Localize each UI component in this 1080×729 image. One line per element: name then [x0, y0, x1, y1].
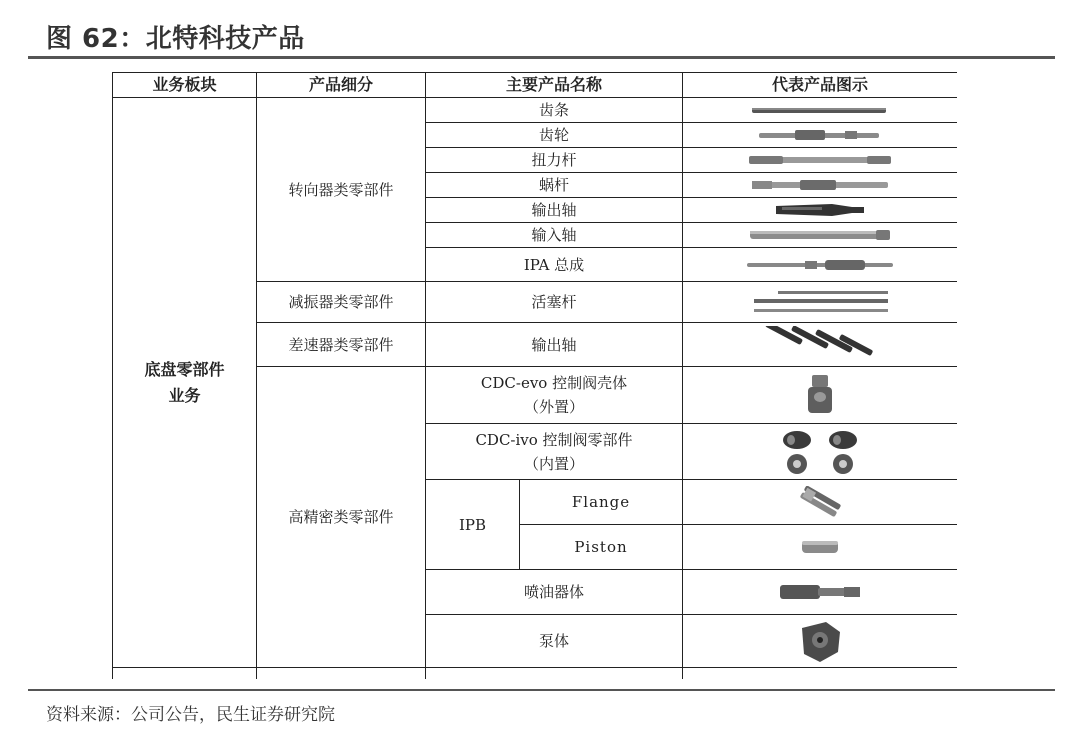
figure-title: 图 62：北特科技产品 — [46, 24, 305, 54]
valve-housing-image — [683, 367, 957, 424]
diff-output-shafts-image — [683, 323, 957, 367]
product-piston: Piston — [520, 525, 683, 570]
header-product-image: 代表产品图示 — [683, 73, 957, 98]
product-ipb: IPB — [426, 480, 520, 570]
product-diff-output-shaft: 输出轴 — [426, 323, 683, 367]
product-piston-rod: 活塞杆 — [426, 282, 683, 323]
group-differential: 差速器类零部件 — [257, 323, 426, 367]
piston-image — [683, 525, 957, 570]
business-segment-cell: 底盘零部件 业务 — [113, 98, 257, 668]
product-cdc-evo: CDC-evo 控制阀壳体 （外置） — [426, 367, 683, 424]
flange-image — [683, 480, 957, 525]
group-precision: 高精密类零部件 — [257, 367, 426, 668]
product-rack: 齿条 — [426, 98, 683, 123]
worm-image — [683, 173, 957, 198]
product-worm: 蜗杆 — [426, 173, 683, 198]
piston-rod-image — [683, 282, 957, 323]
valve-parts-image — [683, 424, 957, 480]
product-table-wrapper — [112, 72, 957, 679]
table-row-cutoff — [113, 668, 958, 680]
title-rule — [28, 56, 1055, 59]
product-table — [112, 72, 957, 679]
product-cdc-ivo: CDC-ivo 控制阀零部件 （内置） — [426, 424, 683, 480]
table-header-row — [113, 73, 958, 98]
input-shaft-image — [683, 223, 957, 248]
header-business-segment: 业务板块 — [113, 73, 257, 98]
table-row — [113, 98, 958, 123]
pump-body-image — [683, 615, 957, 668]
product-ipa-assembly: IPA 总成 — [426, 248, 683, 282]
product-injector-body: 喷油器体 — [426, 570, 683, 615]
group-damper: 减振器类零部件 — [257, 282, 426, 323]
header-product-category: 产品细分 — [257, 73, 426, 98]
injector-body-image — [683, 570, 957, 615]
rack-image — [683, 98, 957, 123]
product-flange: Flange — [520, 480, 683, 525]
source-note: 资料来源：公司公告，民生证券研究院 — [46, 705, 335, 725]
product-pump-body: 泵体 — [426, 615, 683, 668]
gear-shaft-image — [683, 123, 957, 148]
product-output-shaft: 输出轴 — [426, 198, 683, 223]
header-main-product: 主要产品名称 — [426, 73, 683, 98]
product-input-shaft: 输入轴 — [426, 223, 683, 248]
ipa-assembly-image — [683, 248, 957, 282]
product-gear: 齿轮 — [426, 123, 683, 148]
output-shaft-image — [683, 198, 957, 223]
product-torsion-bar: 扭力杆 — [426, 148, 683, 173]
source-rule — [28, 689, 1055, 691]
group-steering: 转向器类零部件 — [257, 98, 426, 282]
torsion-bar-image — [683, 148, 957, 173]
